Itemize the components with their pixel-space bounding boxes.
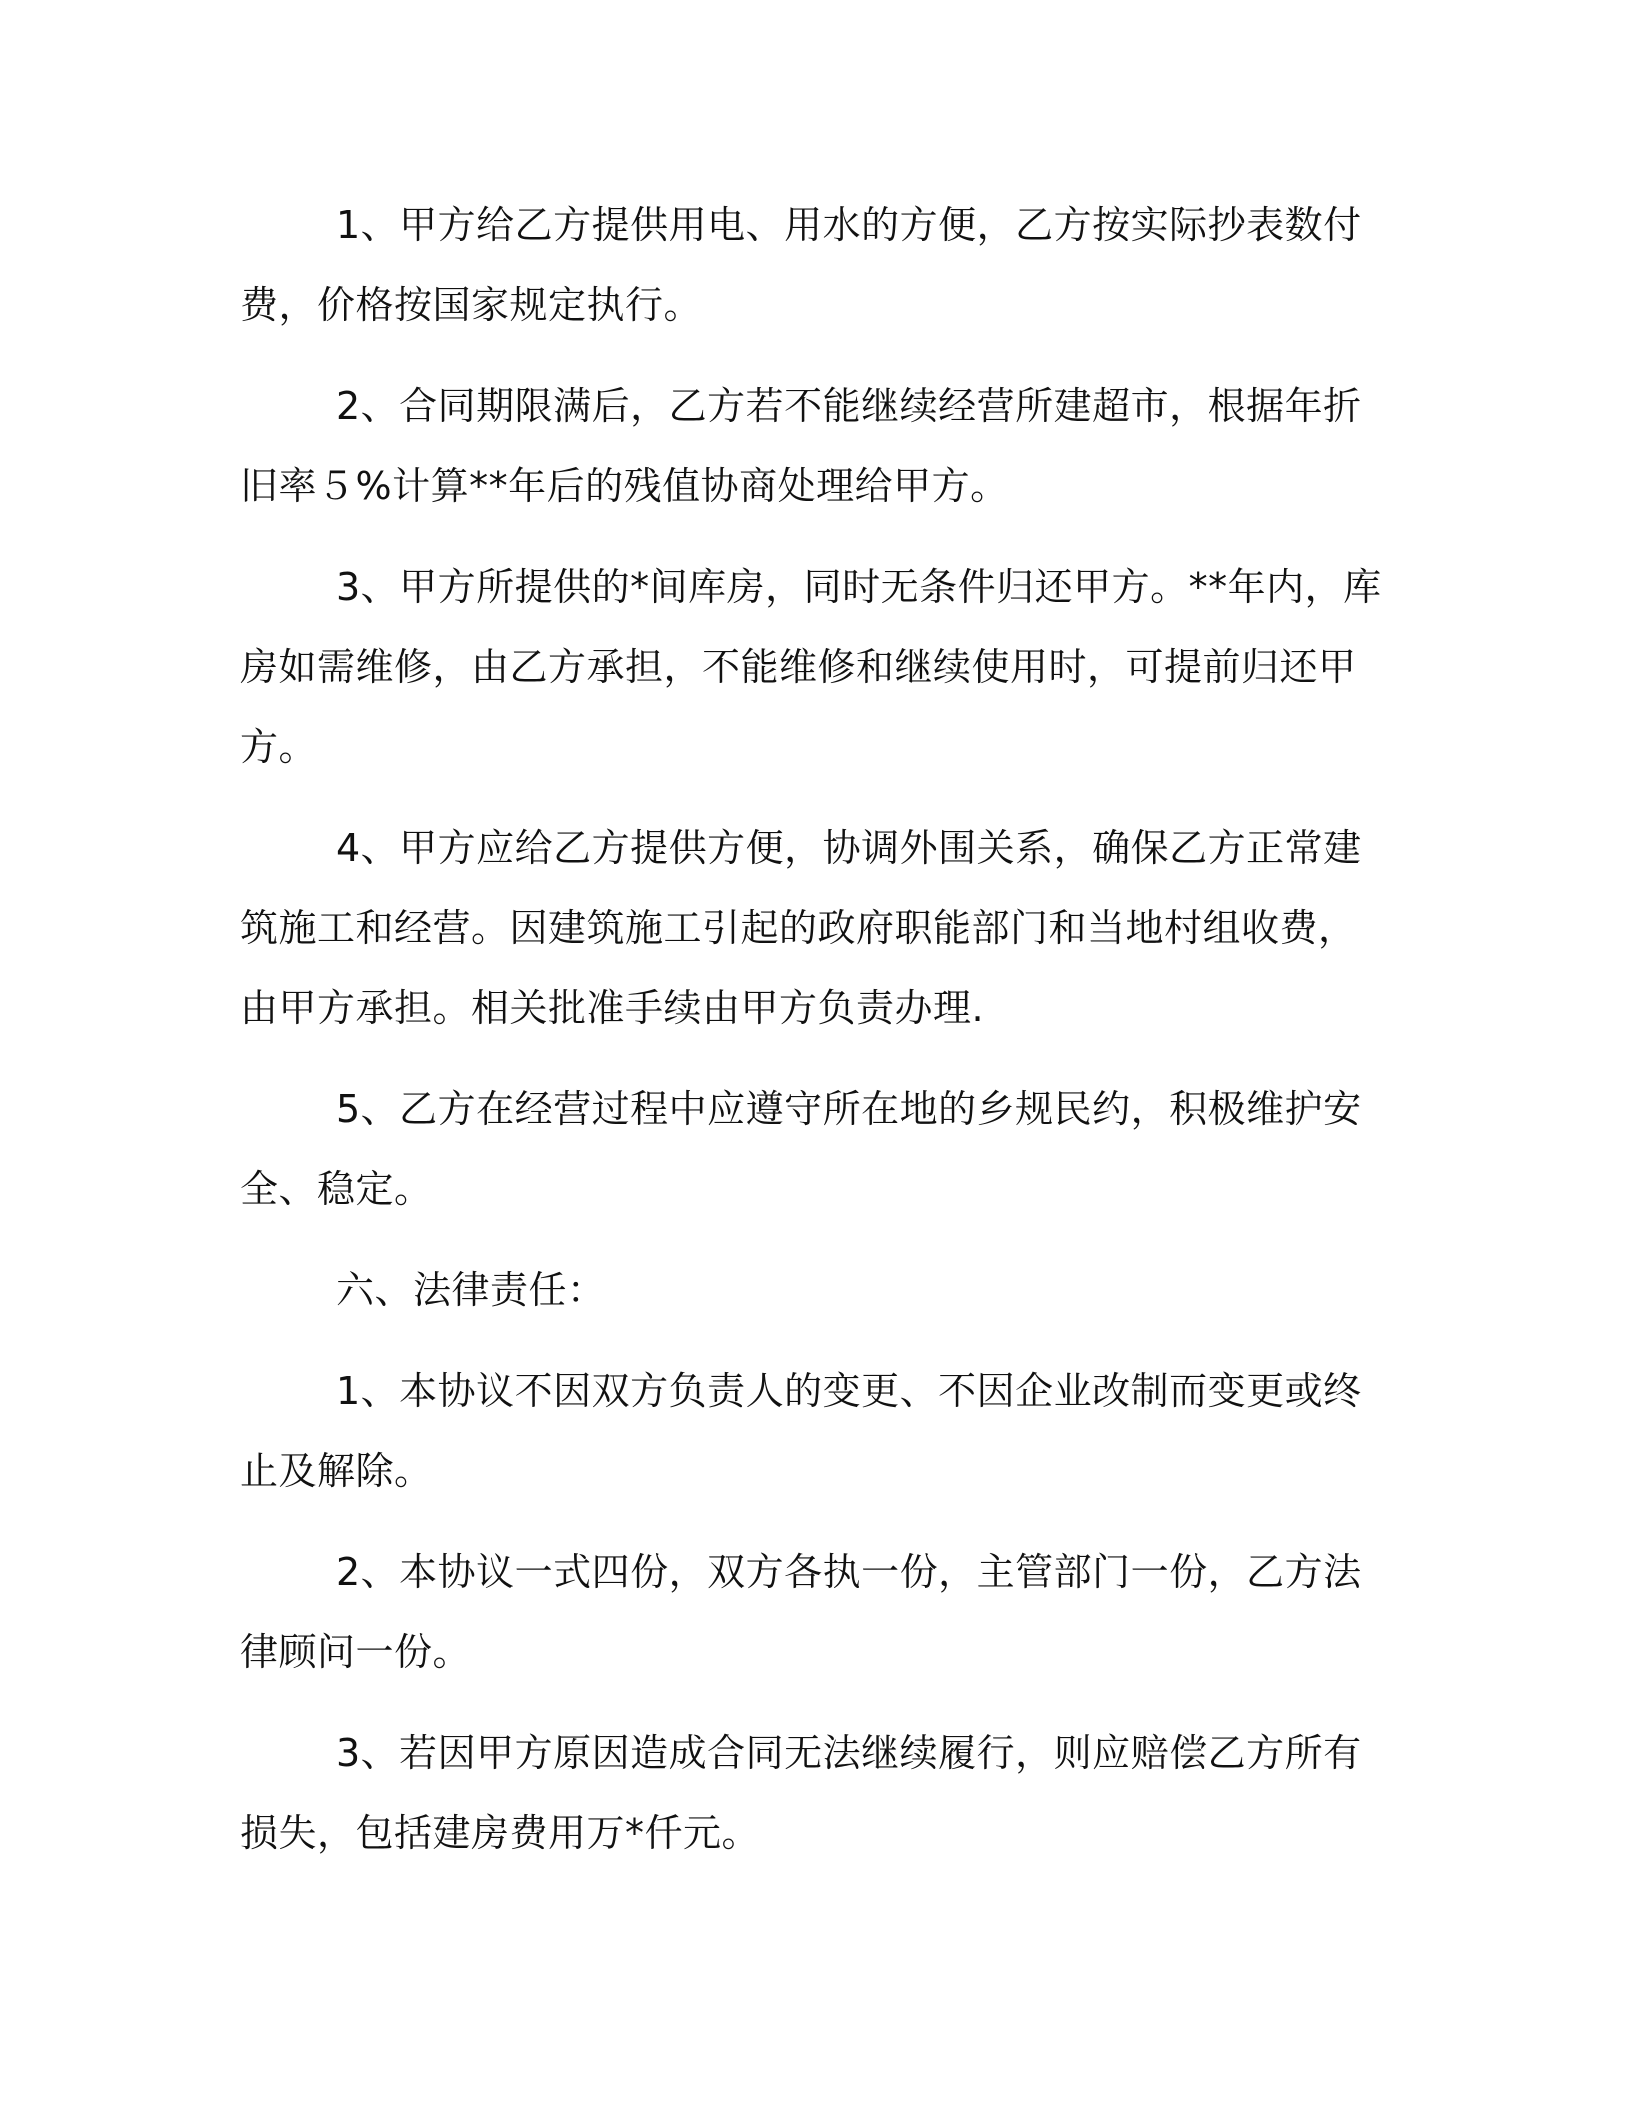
section-heading: 六、法律责任：: [336, 1268, 606, 1312]
clause-paragraph: 1、本协议不因双方负责人的变更、不因企业改制而变更或终止及解除。: [240, 1369, 1362, 1493]
clause-paragraph: 3、若因甲方原因造成合同无法继续履行，则应赔偿乙方所有损失，包括建房费用万*仟元。: [240, 1731, 1362, 1855]
document-body: [240, 185, 1390, 1873]
clause-paragraph: 5、乙方在经营过程中应遵守所在地的乡规民约，积极维护安全、稳定。: [240, 1087, 1362, 1211]
clause-paragraph: 1、甲方给乙方提供用电、用水的方便，乙方按实际抄表数付费，价格按国家规定执行。: [240, 203, 1362, 327]
clause-paragraph: 2、合同期限满后，乙方若不能继续经营所建超市，根据年折旧率５%计算**年后的残值协商处理给甲方。: [240, 384, 1362, 508]
clause-paragraph: 4、甲方应给乙方提供方便，协调外围关系，确保乙方正常建筑施工和经营。因建筑施工引起的政府职能部门和当地村组收费，由甲方承担。相关批准手续由甲方负责办理.: [240, 826, 1362, 1030]
clause-paragraph: 3、甲方所提供的*间库房，同时无条件归还甲方。**年内，库房如需维修，由乙方承担，不能维修和继续使用时，可提前归还甲方。: [240, 565, 1382, 769]
clause-paragraph: 2、本协议一式四份，双方各执一份，主管部门一份，乙方法律顾问一份。: [240, 1550, 1362, 1674]
